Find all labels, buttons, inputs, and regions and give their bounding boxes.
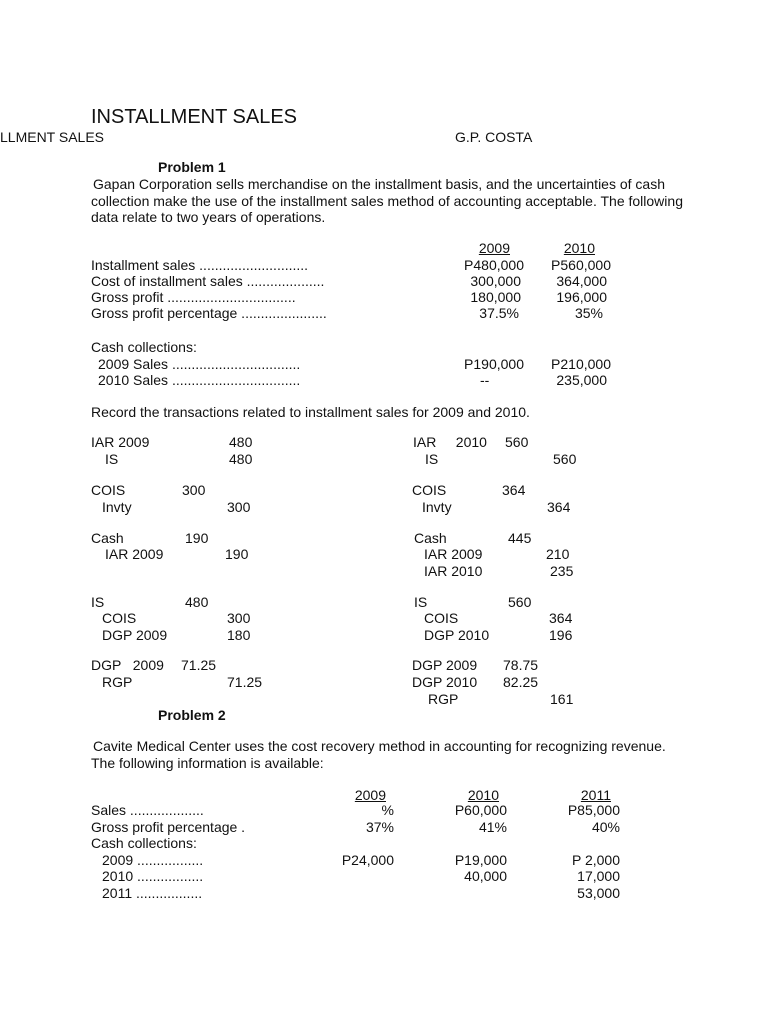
- entry-debit-amount: 480: [185, 594, 209, 610]
- entry-credit-amount: 364: [549, 610, 573, 626]
- entry-debit-account: COIS: [91, 482, 126, 498]
- p1-row-2009: P480,000: [464, 257, 524, 273]
- p2-cell: 40,000: [464, 868, 507, 884]
- entry-credit-account: RGP: [428, 691, 459, 707]
- entry-debit-amount: 71.25: [181, 657, 217, 673]
- entry-credit-amount: 560: [553, 451, 577, 467]
- p2-cell: P19,000: [454, 852, 507, 868]
- entry-debit-account: IAR 2010: [413, 434, 487, 450]
- p2-cell: P 2,000: [571, 852, 620, 868]
- entry-debit-amount: 82.25: [503, 674, 539, 690]
- entry-credit-account: COIS: [424, 610, 459, 626]
- p2-col-2011: 2011: [580, 787, 611, 803]
- entry-debit-amount: 364: [502, 482, 526, 498]
- p1-col-2010: 2010: [563, 240, 595, 256]
- entry-debit-amount: 78.75: [503, 657, 539, 673]
- entry-credit-account: DGP 2009: [102, 627, 168, 643]
- entry-credit-account: Invty: [102, 499, 132, 515]
- p1-row-2010: 364,000: [556, 273, 607, 289]
- p1-cash-collections-label: Cash collections:: [91, 339, 197, 355]
- entry-credit-account: IS: [105, 451, 119, 467]
- entry-debit-amount: 445: [508, 530, 532, 546]
- entry-debit-account: IS: [91, 594, 105, 610]
- p2-cell: %: [381, 802, 394, 818]
- p2-row-label: Gross profit percentage .: [91, 819, 246, 835]
- entry-credit-account: RGP: [102, 674, 133, 690]
- p1-row-label: Gross profit percentage ......................: [91, 305, 327, 321]
- entry-debit-amount: 300: [182, 482, 206, 498]
- p2-cell: 40%: [591, 819, 620, 835]
- entry-debit-account: DGP 2009: [91, 657, 164, 673]
- p2-row-label: Sales ...................: [91, 802, 204, 818]
- p1-instruction: Record the transactions related to installment sales for 2009 and 2010.: [91, 404, 530, 420]
- problem2-intro: Cavite Medical Center uses the cost recovery method in accounting for recognizing revenue. The following information is available:: [91, 738, 666, 771]
- entry-debit-amount: 560: [508, 594, 532, 610]
- p1-row-label: Installment sales ............................: [91, 257, 309, 273]
- p2-cell: 17,000: [577, 868, 620, 884]
- entry-credit-account: IAR 2010: [424, 563, 483, 579]
- p1-row-2009: 180,000: [470, 289, 521, 305]
- entry-credit-amount: 161: [550, 691, 574, 707]
- entry-credit-account: COIS: [102, 610, 137, 626]
- entry-credit-account: IAR 2009: [105, 546, 164, 562]
- p1-cash-2010: P210,000: [551, 356, 611, 372]
- p2-cash-row-label: 2011 .................: [102, 885, 203, 901]
- p2-col-2009: 2009: [354, 787, 386, 803]
- p2-cell: 53,000: [577, 885, 620, 901]
- entry-debit-account: Cash: [414, 530, 447, 546]
- problem1-intro: Gapan Corporation sells merchandise on the installment basis, and the uncertainties of cash collection make the use of the installment sales method of accounting acceptable. The following data relate to two years of operations.: [91, 176, 683, 225]
- entry-credit-account: IAR 2009: [424, 546, 483, 562]
- p1-col-2009: 2009: [478, 240, 510, 256]
- p1-cash-row-label: 2010 Sales .................................: [98, 372, 301, 388]
- entry-credit-amount: 71.25: [227, 674, 263, 690]
- entry-credit-amount: 196: [549, 627, 573, 643]
- p1-row-2009: 37.5%: [479, 305, 519, 321]
- page-title: INSTALLMENT SALES: [91, 106, 297, 128]
- p1-cash-2010: 235,000: [556, 372, 607, 388]
- entry-credit-account: Invty: [422, 499, 452, 515]
- entry-credit-amount: 480: [229, 451, 253, 467]
- p2-cell: P85,000: [567, 802, 620, 818]
- p1-cash-2009: --: [480, 372, 490, 388]
- entry-debit-account: DGP 2009: [412, 657, 478, 673]
- p2-cash-collections-label: Cash collections:: [91, 835, 197, 851]
- running-head: LLMENT SALES: [0, 129, 105, 145]
- entry-debit-account: Cash: [91, 530, 124, 546]
- entry-credit-account: IS: [425, 451, 439, 467]
- entry-credit-amount: 190: [225, 546, 249, 562]
- entry-debit-amount: 190: [185, 530, 209, 546]
- problem2-heading: Problem 2: [158, 707, 226, 723]
- entry-debit-amount: 480: [229, 434, 253, 450]
- problem1-heading: Problem 1: [158, 159, 226, 175]
- entry-debit-account: DGP 2010: [412, 674, 478, 690]
- author: G.P. COSTA: [455, 129, 533, 145]
- p2-cash-row-label: 2010 .................: [102, 868, 204, 884]
- p1-cash-2009: P190,000: [464, 356, 524, 372]
- entry-credit-amount: 180: [227, 627, 251, 643]
- entry-credit-amount: 235: [550, 563, 574, 579]
- entry-credit-amount: 210: [546, 546, 570, 562]
- p2-cell: P60,000: [454, 802, 507, 818]
- p2-cell: 41%: [478, 819, 507, 835]
- p1-row-2010: 196,000: [556, 289, 607, 305]
- entry-credit-amount: 300: [227, 499, 251, 515]
- entry-debit-account: IAR 2009: [91, 434, 150, 450]
- p1-row-label: Gross profit .................................: [91, 289, 296, 305]
- p1-cash-row-label: 2009 Sales .................................: [98, 356, 301, 372]
- entry-debit-account: IS: [414, 594, 428, 610]
- p1-row-label: Cost of installment sales ....................: [91, 273, 325, 289]
- entry-credit-amount: 300: [227, 610, 251, 626]
- p1-row-2009: 300,000: [470, 273, 521, 289]
- p2-cash-row-label: 2009 .................: [102, 852, 204, 868]
- entry-credit-amount: 364: [547, 499, 571, 515]
- entry-debit-account: COIS: [412, 482, 447, 498]
- p1-row-2010: P560,000: [551, 257, 611, 273]
- p2-cell: 37%: [365, 819, 394, 835]
- p1-row-2010: 35%: [574, 305, 603, 321]
- entry-debit-amount: 560: [505, 434, 529, 450]
- entry-credit-account: DGP 2010: [424, 627, 490, 643]
- p2-cell: P24,000: [341, 852, 394, 868]
- p2-col-2010: 2010: [467, 787, 499, 803]
